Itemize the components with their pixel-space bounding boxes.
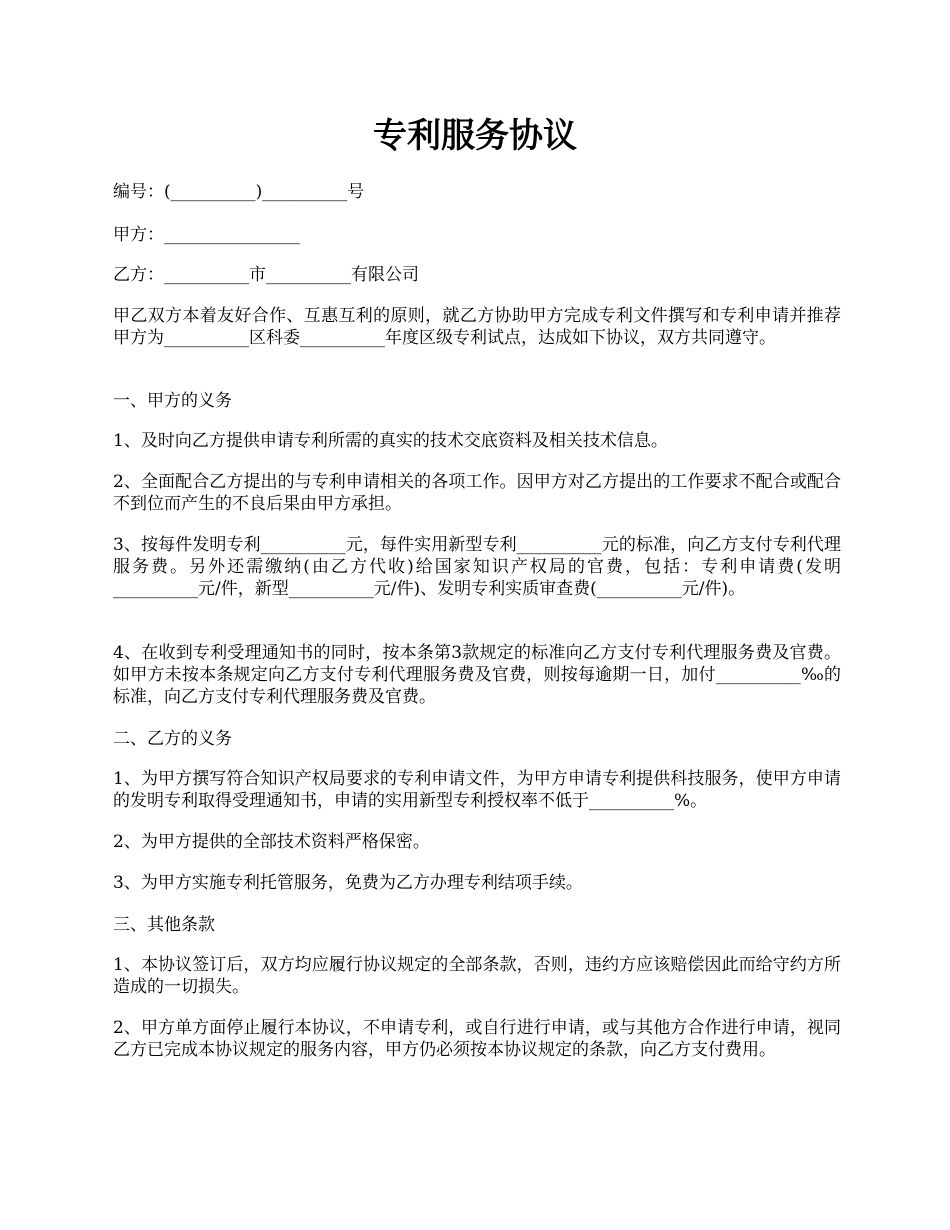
section-heading-party-a-obligations: 一、甲方的义务 (113, 391, 232, 411)
document-title: 专利服务协议 (373, 116, 577, 156)
section-heading-party-b-obligations: 二、乙方的义务 (113, 729, 232, 749)
party-a-clause-4: 4、在收到专利受理通知书的同时，按本条第3款规定的标准向乙方支付专利代理服务费及官费。如甲方未按本条规定向乙方支付专利代理服务费及官费，则按每逾期一日，加付__________‰的标准，向乙方支付专利代理服务费及官费。 (113, 643, 841, 707)
party-b-clause-3: 3、为甲方实施专利托管服务，免费为乙方办理专利结项手续。 (113, 873, 583, 893)
preamble-paragraph: 甲乙双方本着友好合作、互惠互利的原则，就乙方协助甲方完成专利文件撰写和专利申请并推荐甲方为__________区科委__________年度区级专利试点，达成如下协议，双方共同遵守。 (113, 306, 841, 348)
party-b: 乙方：__________市__________有限公司 (113, 265, 419, 285)
other-terms-clause-1: 1、本协议签订后，双方均应履行协议规定的全部条款，否则，违约方应该赔偿因此而给守约方所造成的一切损失。 (113, 955, 841, 997)
party-a: 甲方：________________ (113, 225, 300, 245)
section-heading-other-terms: 三、其他条款 (113, 915, 215, 935)
party-a-clause-2: 2、全面配合乙方提出的与专利申请相关的各项工作。因甲方对乙方提出的工作要求不配合或配合不到位而产生的不良后果由甲方承担。 (113, 472, 841, 514)
party-b-clause-2: 2、为甲方提供的全部技术资料严格保密。 (113, 832, 430, 852)
other-terms-clause-2: 2、甲方单方面停止履行本协议，不申请专利，或自行进行申请，或与其他方合作进行申请，视同乙方已完成本协议规定的服务内容，甲方仍必须按本协议规定的条款，向乙方支付费用。 (113, 1018, 841, 1060)
party-a-clause-3: 3、按每件发明专利__________元，每件实用新型专利__________元的标准，向乙方支付专利代理服务费。另外还需缴纳(由乙方代收)给国家知识产权局的官费，包括：专利申请费(发明__________元/件，新型__________元/件)、发明专利实质审查费(__________元/件)。 (113, 535, 841, 599)
party-b-clause-1: 1、为甲方撰写符合知识产权局要求的专利申请文件，为甲方申请专利提供科技服务，使甲方申请的发明专利取得受理通知书，申请的实用新型专利授权率不低于__________%。 (113, 769, 841, 811)
contract-number: 编号：(__________)__________号 (113, 182, 365, 202)
party-a-clause-1: 1、及时向乙方提供申请专利所需的真实的技术交底资料及相关技术信息。 (113, 431, 668, 451)
